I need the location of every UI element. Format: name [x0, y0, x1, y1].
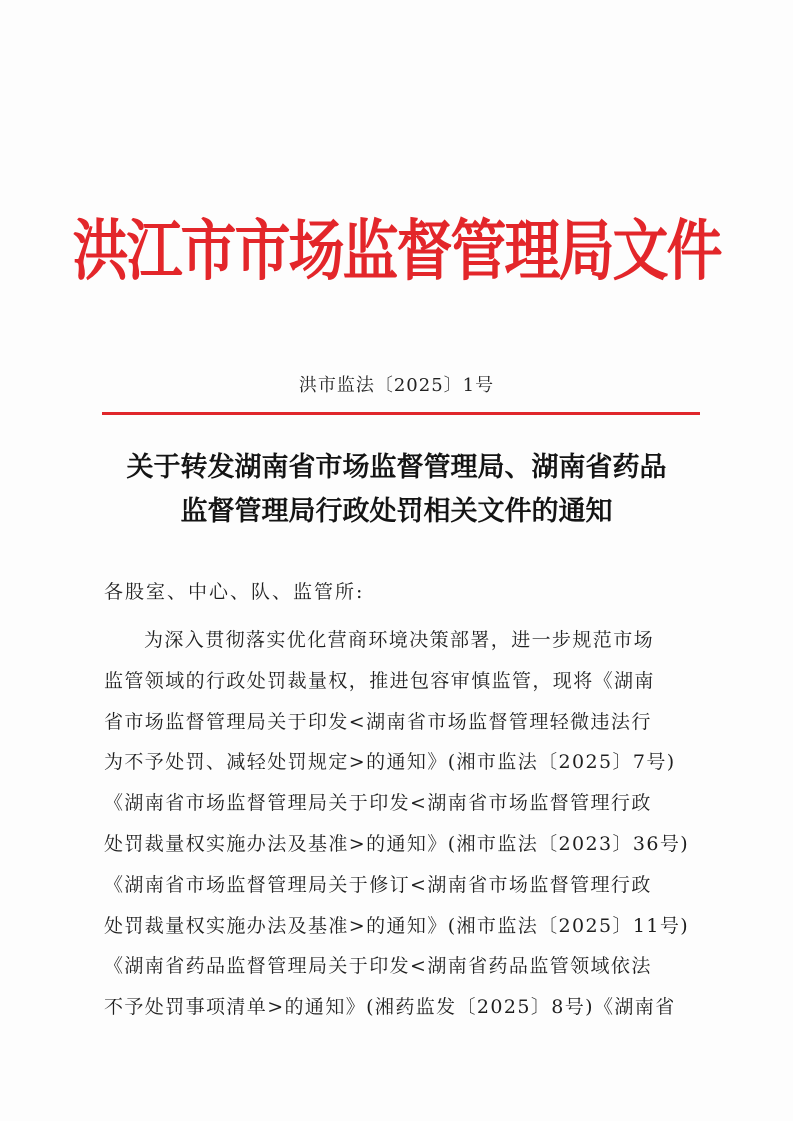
body-line: 处罚裁量权实施办法及基准>的通知》(湘市监法〔2025〕11号)	[104, 914, 690, 937]
body-line: 不予处罚事项清单>的通知》(湘药监发〔2025〕8号)《湖南省	[104, 996, 676, 1019]
red-divider-line	[102, 412, 700, 415]
salutation: 各股室、中心、队、监管所:	[104, 581, 365, 603]
body-paragraph	[104, 620, 694, 1028]
body-line: 《湖南省药品监督管理局关于印发<湖南省药品监管领域依法	[104, 955, 652, 978]
document-title-line-1: 关于转发湖南省市场监督管理局、湖南省药品	[126, 452, 667, 483]
body-line: 监管领域的行政处罚裁量权，推进包容审慎监管，现将《湖南	[104, 669, 655, 692]
body-line: 为深入贯彻落实优化营商环境决策部署，进一步规范市场	[144, 629, 655, 651]
body-line: 《湖南省市场监督管理局关于修订<湖南省市场监督管理行政	[104, 873, 652, 896]
document-title-line-2: 监督管理局行政处罚相关文件的通知	[180, 496, 613, 527]
body-line: 处罚裁量权实施办法及基准>的通知》(湘市监法〔2023〕36号)	[104, 832, 690, 855]
body-line: 《湖南省市场监督管理局关于印发<湖南省市场监督管理行政	[104, 792, 652, 815]
body-line: 省市场监督管理局关于印发<湖南省市场监督管理轻微违法行	[104, 710, 652, 733]
body-line: 为不予处罚、减轻处罚规定>的通知》(湘市监法〔2025〕7号)	[104, 751, 676, 774]
masthead-title: 洪江市市场监督管理局文件	[72, 213, 721, 290]
document-number: 洪市监法〔2025〕1号	[298, 375, 495, 396]
document-title	[60, 446, 733, 534]
